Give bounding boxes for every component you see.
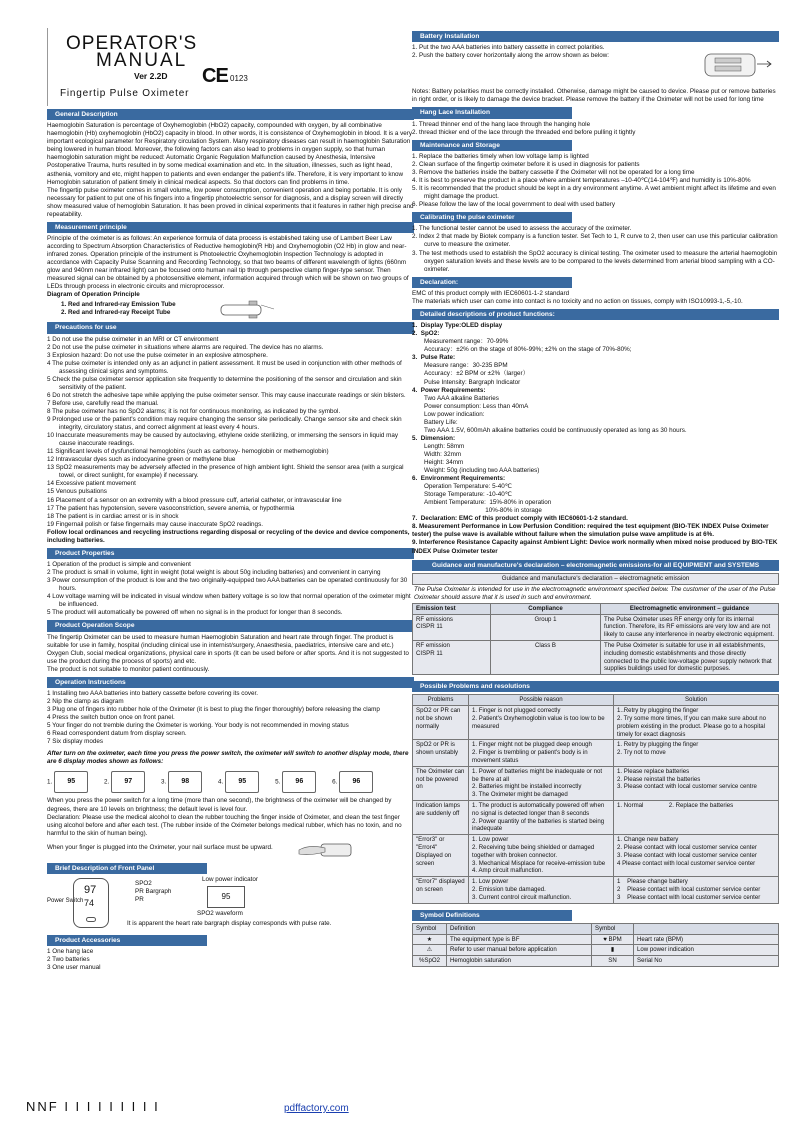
title-manual: MANUAL <box>96 50 188 71</box>
subtitle: Fingertip Pulse Oximeter <box>60 88 190 99</box>
list-item: 3 Explosion hazard: Do not use the pulse oximeter in an explosive atmosphere. <box>47 351 268 359</box>
list-item: 2. Push the battery cover horizontally along the arrow shown as below: <box>412 52 610 60</box>
list-item: 5 Your finger do not tremble during the Oximeter is working. Your body is not recommended in moving status <box>47 722 349 730</box>
front-spo2-value: 97 <box>84 883 97 896</box>
emc-header: Guidance and manufacture's declaration – electromagnetic emissions-for all EQUIPMENT and SYSTEMS <box>412 560 779 571</box>
functions-list <box>412 322 779 555</box>
diagram-item-2: 2. Red and Infrared-ray Receipt Tube <box>61 309 171 317</box>
display-mode-screen <box>111 771 145 793</box>
list-item: 6. Please follow the law of the local government to deal with used battery <box>412 201 616 209</box>
general-body-2: The fingertip pulse oximeter comes in small volume, low power consumption, convenient operation and being portable. It is only necessary for patient to put one of his fingers into a fingertip photoelectric sensor for diagnosis, and a display screen will directly show measured value of hemoglobin Saturation. It has been proved in clinical experiments that it features in rather high precise and repeatability. <box>47 186 414 218</box>
front-panel-caption: It is apparent the heart rate bargraph display corresponds with pulse rate. <box>127 919 332 927</box>
table-header-row <box>413 923 779 934</box>
list-item: 16 Placement of a sensor on an extremity with a blood pressure cuff, arterial catheter, or intravascular line <box>47 496 342 504</box>
table-header: Possible reason <box>469 695 614 706</box>
display-mode-screen <box>282 771 316 793</box>
table-cell: RF emissions CISPR 11 <box>413 614 491 640</box>
table-cell: "Error3" or "Error4" Displayed on screen <box>413 835 469 877</box>
table-cell: Serial No <box>634 956 779 967</box>
display-modes-note: After turn on the oximeter, each time you press the power switch, the oximeter will switch to another display mode, there are 6 display modes shown as follows: <box>47 750 409 766</box>
list-item: 1. The functional tester cannot be used to assess the accuracy of the oximeter. <box>412 225 632 233</box>
table-cell: The Oximeter can not be powered on <box>413 766 469 800</box>
footer-barcode: NNF I I I I I I I I I <box>26 1099 160 1114</box>
table-row <box>413 835 779 877</box>
list-item: 12 Intravascular dyes such as indocyanine green or methylene blue <box>47 456 236 464</box>
table-row <box>413 945 779 956</box>
battery-icon: ▮ <box>592 945 634 956</box>
table-cell: Indication lamps are suddenly off <box>413 800 469 834</box>
list-item: 1. Replace the batteries timely when low voltage lamp is lighted <box>412 152 589 160</box>
right-column <box>412 28 779 1098</box>
display-mode-label: 4. <box>218 779 224 787</box>
list-item: 2 Two batteries <box>47 956 90 964</box>
battery-notes: Notes: Battery polarities must be correctly installed. Otherwise, damage might be caused to device. Please put or remove batteries in right order, or is likely to damage the device bracket. Please remove the battery if the Oximeter will not be used for long time <box>412 88 776 104</box>
function-line: Battery Life: <box>424 418 458 426</box>
table-header-row <box>413 695 779 706</box>
function-line: 8. Measurement Performance in Low Perfusion Condition: required the test equipment (BIO-TEK INDEX Pulse Oximeter tester) the pulse wave is available without failure when the simulation pulse wave amplitude is at 6%. <box>412 523 769 539</box>
nail-note-row <box>47 838 414 860</box>
spo2-label: SPO2 <box>135 879 152 887</box>
list-item: 10 Inaccurate measurements may be caused by autoclaving, ethylene oxide sterilizing, or immersing the sensors in liquid may cause inaccurate readings. <box>47 432 399 448</box>
function-line: Two AAA 1.5V, 600mAh alkaline batteries could be continuously operated as long as 30 hours. <box>424 426 687 434</box>
functions-header: Detailed descriptions of product functions: <box>412 309 779 320</box>
table-row <box>413 766 779 800</box>
precautions-header: Precautions for use <box>47 322 414 333</box>
table-cell: Group 1 <box>491 614 601 640</box>
table-cell: 1 Please change battery 2 Please contact with local customer service center 3 Please contact with local customer service center <box>614 877 779 903</box>
title-operators: OPERATOR'S <box>66 33 198 54</box>
symbols-table <box>412 923 779 967</box>
table-cell: 1. The product is automatically powered off when no signal is detected longer than 8 seconds 2. Power quantity of the batteries is started being inadequate <box>469 800 614 834</box>
front-pr-value: 74 <box>84 897 95 908</box>
list-item: 2. Index 2 that made by Biotek company is a function tester. Set Tech to 1, R curve to 2, then user can use this particular calibration curve to measure the oximeter. <box>412 233 778 249</box>
function-line: Length: 58mm <box>424 442 465 450</box>
display-mode-screen <box>168 771 202 793</box>
function-line: 2. SpO2: <box>412 330 440 338</box>
list-item: 4. It is best to preserve the product in a place where ambient temperatures –10-40℃(14-104℉) and humidity is 10%-80% <box>412 176 751 184</box>
table-cell: Heart rate (BPM) <box>634 934 779 945</box>
list-item: 4 The pulse oximeter is intended only as an adjunct in patient assessment. It must be used in conjunction with other methods of assessing clinical signs and symptoms. <box>47 359 402 375</box>
display-mode-value: 95 <box>67 778 76 786</box>
properties-header: Product Properties <box>47 548 414 559</box>
function-line: 10%-80% in storage <box>424 507 542 515</box>
function-line: Width: 32mm <box>424 450 462 458</box>
list-item: 2. Clean surface of the fingertip oximeter before it is used in diagnosis for patients <box>412 160 640 168</box>
function-line: 6. Environment Requirements: <box>412 475 506 483</box>
list-item: 15 Venous pulsations <box>47 488 107 496</box>
maintenance-list <box>412 153 779 209</box>
list-item: 3 Plug one of fingers into rubber hole of the Oximeter (it is best to plug the finger thoroughly) before releasing the clamp <box>47 706 380 714</box>
function-line: Height: 34mm <box>424 459 464 466</box>
list-item: 2 The product is small in volume, light in weight (total weight is about 50g including batteries) and convenient in carrying <box>47 569 381 577</box>
list-item: 14 Excessive patient movement <box>47 480 136 488</box>
list-item: 7 Six display modes <box>47 738 103 746</box>
brightness-body: When you press the power switch for a long time (more than one second), the brightness of the oximeter will be changed by degrees, there are 10 levels on brightness; the default level is level four. <box>47 797 392 813</box>
diagram-title: Diagram of Operation Principle <box>47 291 140 299</box>
instructions-header: Operation Instructions <box>47 677 414 688</box>
table-header: Emission test <box>413 603 491 614</box>
display-mode-label: 2. <box>104 779 110 787</box>
table-cell: "Error7" displayed on screen <box>413 877 469 903</box>
table-header: Symbol <box>413 923 447 934</box>
table-row <box>413 800 779 834</box>
list-item: 5. It is recommended that the product should be kept in a dry environment anytime. A wet ambient might affect its lifetime and even might damage the product. <box>412 185 776 201</box>
serial-symbol: SN <box>592 956 634 967</box>
emc-caption: Guidance and manufacture's declaration – electromagnetic emission <box>412 573 779 585</box>
bf-symbol-icon: ★ <box>413 934 447 945</box>
battery-section <box>412 44 779 88</box>
diagram-item-1: 1. Red and Infrared-ray Emission Tube <box>61 301 176 309</box>
accessories-header: Product Accessories <box>47 935 207 946</box>
list-item: 13 SpO2 measurements may be adversely affected in the presence of high ambient light. Shield the sensor area (with a surgical towel, or direct sunlight, for example) if necessary. <box>47 464 404 480</box>
list-item: 3 One user manual <box>47 964 101 972</box>
declaration-line-2: The materials which user can come into contact is no toxicity and no action on tissues, comply with ISO10993-1,-5,-10. <box>412 297 743 305</box>
scope-header: Product Operation Scope <box>47 620 414 631</box>
problems-header: Possible Problems and resolutions <box>412 681 779 692</box>
power-switch-label: Power Switch <box>47 897 84 904</box>
function-line: Weight: 50g (including two AAA batteries) <box>424 467 540 475</box>
list-item: 1 Operation of the product is simple and convenient <box>47 561 191 569</box>
table-cell: Class B <box>491 641 601 675</box>
display-mode-value: 96 <box>352 778 361 786</box>
emc-intro: The Pulse Oximeter is intended for use in the electromagnetic environment specified below. The customer of the user of the Pulse Oximeter should assure that it is used in such and environment. <box>414 585 776 601</box>
display-mode-screen <box>225 771 259 793</box>
list-item: 18 The patient is in cardiac arrest or is in shock <box>47 512 179 520</box>
table-header <box>634 923 779 934</box>
table-cell: Refer to user manual before application <box>447 945 592 956</box>
nail-note: When your finger is plugged into the Oximeter, your nail surface must be upward. <box>47 843 273 851</box>
emc-table <box>412 603 779 675</box>
function-line: Accuracy：±2% on the stage of 80%-99%; ±2% on the stage of 70%-80%; <box>424 346 632 354</box>
table-row <box>413 934 779 945</box>
list-item: 1 One hang lace <box>47 948 94 956</box>
left-column <box>47 28 414 1098</box>
display-mode-screen <box>339 771 373 793</box>
front-panel-diagram <box>47 876 414 932</box>
table-cell: The Pulse Oximeter is suitable for use in all establishments, including domestic establishments and those directly connected to the public low-voltage power supply network that supplies buildings used for domestic purposes. <box>601 641 779 675</box>
hang-lace-header: Hang Lace Installation <box>412 107 572 118</box>
function-line: 7. Declaration: EMC of this product comply with IEC60601-1-2 standard. <box>412 515 628 523</box>
list-item: 5 The product will automatically be powered off when no signal is in the product for longer than 8 seconds. <box>47 609 343 617</box>
waveform-label: SPO2 waveform <box>197 909 243 917</box>
declaration-body: Declaration: Please use the medical alcohol to clean the rubber touching the finger inside of Oximeter, and clean the test finger using alcohol before and after each test. (The rubber inside of the Oximeter belongs medical rubber, which has no toxin, and no harmful to the skin of human being). <box>47 813 402 837</box>
ce-number: 0123 <box>230 74 248 83</box>
table-header: Solution <box>614 695 779 706</box>
general-body: Haemoglobin Saturation is percentage of Oxyhemoglobin (HbO2) capacity, compounded with oxygen, by all combinative haemoglobin (Hb) oxyhemoglobin (HbO2) capacity in blood. In other words, it is consistence of Oxyhemoglobin in blood. It is a very important ecological parameter for Respiratory circulation System. Many respiratory diseases can result in haemoglobin Saturation being lowered in human blood. Moreover, the following factors can also lead to problems in oxygen supply, so that human haemoglobin saturation might be reduced: Automatic Organic Regulation Malfunction caused by Anesthesia, Intensive Postoperative Trauma, hurts resulted in by some medical examination and etc. In the situation, illnesses, such as light head, asthenia, vomitory and etc, might happen to patients and even endanger the patient's life. Therefore, it is very important to know Hemoglobin saturation of patient timely in clinical medical aspects. So that doctors can find problems in time. <box>47 122 413 186</box>
table-cell: 1. Normal 2. Replace the batteries <box>614 800 779 834</box>
function-line: Pulse Intensity: Bargraph Indicator <box>424 378 521 386</box>
declaration-line-1: EMC of this product comply with IEC60601-1-2 standard <box>412 289 570 297</box>
function-line: Power consumption: Less than 40mA <box>424 402 529 410</box>
table-row <box>413 740 779 766</box>
declaration-header: Declaration: <box>412 277 572 288</box>
problems-table <box>412 694 779 903</box>
accessories-list <box>47 948 414 972</box>
scope-body: The fingertip Oximeter can be used to measure human Haemoglobin Saturation and heart rate through finger. The product is suitable for use in family, hospital (including clinical use in internist/surgery, Anaesthesia, paediatrics, intensive care and etc.) Oxygen Club, social medical organizations, physical care in sports (It can be used before or after sports. And it is not suggested to use the product during the process of sports) and etc. <box>47 633 409 665</box>
table-row <box>413 614 779 640</box>
finger-sensor-icon <box>219 299 279 319</box>
list-item: 3 Power consumption of the product is low and the two originally-equipped two AAA batteries can be operated continuously for 30 hours. <box>47 577 408 593</box>
display-mode-value: 95 <box>238 778 247 786</box>
table-cell: SpO2 or PR can not be shown normally <box>413 706 469 740</box>
list-item: 2 Do not use the pulse oximeter in situations where alarms are required. The device has no alarms. <box>47 343 324 351</box>
oximeter-front <box>73 878 109 928</box>
finger-insertion-icon <box>297 838 367 860</box>
precautions-note: Follow local ordinances and recycling instructions regarding disposal or recycling of the device and device components, including batteries. <box>47 528 410 544</box>
list-item: 7 Before use, carefully read the manual. <box>47 399 159 407</box>
properties-list <box>47 561 414 617</box>
table-row <box>413 956 779 967</box>
function-line: 4. Power Requirements: <box>412 386 486 394</box>
function-line: Operation Temperature: 5-40℃ <box>424 483 512 491</box>
list-item: 4 Press the switch button once on front panel. <box>47 714 175 722</box>
precautions-list <box>47 336 414 529</box>
function-line: Two AAA alkaline Batteries <box>424 394 499 402</box>
table-cell: Hemoglobin saturation <box>447 956 592 967</box>
scope-body-2: The product is not suitable to monitor patient continuously. <box>47 665 210 673</box>
warning-icon: ⚠ <box>413 945 447 956</box>
table-cell: 1. Retry by plugging the finger 2. Try not to move <box>614 740 779 766</box>
table-cell: 1. Low power 2. Emission tube damaged. 3. Current control circuit malfunction. <box>469 877 614 903</box>
ce-mark: CE <box>202 65 228 87</box>
heart-rate-icon: ♥ BPM <box>592 934 634 945</box>
diagram <box>47 299 414 319</box>
function-line: Storage Temperature: -10-40℃ <box>424 491 512 499</box>
low-power-label: Low power indicator <box>202 875 259 883</box>
display-mode-label: 5. <box>275 779 281 787</box>
table-cell: SpO2 or PR is shown unstably <box>413 740 469 766</box>
table-row <box>413 877 779 903</box>
version: Ver 2.2D <box>134 71 168 81</box>
table-header: Electromagnetic environment – guidance <box>601 603 779 614</box>
front-panel-header: Brief Description of Front Panel <box>47 863 207 874</box>
function-line: 1. Display Type:OLED display <box>412 322 503 330</box>
list-item: 1. Put the two AAA batteries into battery cassette in correct polarities. <box>412 44 605 52</box>
list-item: 8 The pulse oximeter has no SpO2 alarms; it is not for continuous monitoring, as indicated by the symbol. <box>47 408 341 416</box>
list-item: 9 Prolonged use or the patient's condition may require changing the sensor site periodically. Change sensor site and check skin integrity, circulatory status, and correct alignment at least every 4 hours. <box>47 416 402 432</box>
table-header-row <box>413 603 779 614</box>
function-line: 5. Dimension: <box>412 434 456 442</box>
table-cell: 1. Please replace batteries 2. Please reinstall the batteries 3. Please contact with local customer service centre <box>614 766 779 800</box>
maintenance-header: Maintenance and Storage <box>412 140 572 151</box>
table-cell: 1. Finger might not be plugged deep enough 2. Finger is trembling or patient's body is in movement status <box>469 740 614 766</box>
pdffactory-link[interactable]: pdffactory.com <box>284 1103 349 1114</box>
pr-label: PR <box>135 895 144 903</box>
calibrating-header: Calibrating the pulse oximeter <box>412 212 572 223</box>
table-row <box>413 706 779 740</box>
table-cell: 1. Power of batteries might be inadequate or not be there at all 2. Batteries might be installed incorrectly 3. The Oximeter might be damaged <box>469 766 614 800</box>
display-modes <box>47 771 414 793</box>
symbols-header: Symbol Definitions <box>412 910 572 921</box>
battery-list <box>412 44 687 60</box>
list-item: 1 Installing two AAA batteries into battery cassette before covering its cover. <box>47 690 259 698</box>
display-mode-value: 96 <box>295 778 304 786</box>
display-mode-value: 97 <box>124 778 133 786</box>
list-item: 17 The patient has hypotension, severe vasoconstriction, severe anemia, or hypothermia <box>47 504 295 512</box>
function-line: Accuracy：±2 BPM or ±2%（larger） <box>424 370 529 378</box>
list-item: 5 Check the pulse oximeter sensor application site frequently to determine the positioning of the sensor and circulation and skin sensitivity of the patient. <box>47 375 402 391</box>
table-header: Problems <box>413 695 469 706</box>
table-cell: The Pulse Oximeter uses RF energy only for its internal function. Therefore, its RF emissions are very low and are not likely to cause any interference in nearby electronic equipment. <box>601 614 779 640</box>
measurement-header: Measurement principle <box>47 222 414 233</box>
display-mode-screen <box>54 771 88 793</box>
table-header: Symbol <box>592 923 634 934</box>
display-mode-value: 98 <box>181 778 190 786</box>
waveform-display <box>207 886 245 908</box>
function-line: Low power indication: <box>424 410 485 418</box>
table-header: Definition <box>447 923 592 934</box>
list-item: 3. The test methods used to establish the SpO2 accuracy is clinical testing. The oximeter used to measure the arterial haemoglobin oxygen saturation levels and these levels are to be compared to the levels determined from arterial blood sampling with a CO-oximeter. <box>412 249 778 273</box>
table-cell: 1. Low power 2. Receiving tube being shielded or damaged together with broken connector. 3. Mechanical Misplace for receive-emission tube 4. Amp circuit malfunction. <box>469 835 614 877</box>
function-line: Measurement range：70-99% <box>424 338 509 346</box>
display-mode-label: 1. <box>47 779 53 787</box>
display-mode-label: 6. <box>332 779 338 787</box>
list-item: 1 Do not use the pulse oximeter in an MRI or CT environment <box>47 335 219 343</box>
list-item: 3. Remove the batteries inside the battery cassette if the Oximeter will not be operated for a long time <box>412 168 695 176</box>
calibrating-list <box>412 225 779 273</box>
table-row <box>413 641 779 675</box>
function-line: Ambient Temperature: 15%-80% in operation <box>424 499 552 507</box>
table-header: Compliance <box>491 603 601 614</box>
waveform-display-value: 95 <box>221 891 231 901</box>
display-mode-label: 3. <box>161 779 167 787</box>
function-line: 9. Interference Resistance Capacity against Ambient Light: Device work normally when mixed noise produced by BIO-TEK INDEX Pulse Oximeter tester <box>412 539 778 555</box>
pr-bargraph-label: PR Bargraph <box>135 887 172 895</box>
spo2-symbol: %SpO2 <box>413 956 447 967</box>
table-cell: 1. Change new battery 2. Please contact with local customer service center 3. Please contact with local customer service center 4 Please contact with local customer service center <box>614 835 779 877</box>
measurement-body: Principle of the oximeter is as follows: An experience formula of data process is established taking use of Lambert Beer Law according to Spectrum Absorption Characteristics of Reductive hemoglobin(R Hb) and Oxyhemoglobin (O2 Hb) in glow and near-infrared zones. Operation principle of the instrument is Photoelectric Oxyhemoglobin Inspection Technology is adopted in accordance with Capacity Pulse Scanning and Recording Technology, so that two beams of different wavelength of lights (660nm glow and 940nm near infrared light) can be focused onto human nail tip through perspective clamp finger-type sensor. Then measured signal can be obtained by a photosensitive element, information acquired through which will be shown on two groups of LEDs through process in electronic circuits and microprocessor. <box>47 235 409 291</box>
table-cell: 1..Retry by plugging the finger 2. Try some more times, If you can make sure about no problem existing in the product. Please go to a hospital timely for exact diagnosis <box>614 706 779 740</box>
table-cell: 1. Finger is not plugged correctly 2. Patient's Oxyhemoglobin value is too low to be measured <box>469 706 614 740</box>
table-cell: The equipment type is BF <box>447 934 592 945</box>
list-item: 19 Fingernail polish or false fingernails may cause inaccurate SpO2 readings. <box>47 520 263 528</box>
table-cell: Low power indication <box>634 945 779 956</box>
list-item: 11 Significant levels of dysfunctional hemoglobins (such as carbonxy- hemoglobin or methemoglobin) <box>47 448 329 456</box>
hang-lace-list <box>412 121 779 137</box>
list-item: 6 Read correspondent datum from display screen. <box>47 730 187 738</box>
list-item: 4 Low voltage warning will be indicated in visual window when battery voltage is so low that normal operation of the oximeter might be influenced. <box>47 593 411 609</box>
function-line: Measure range：30-235 BPM <box>424 362 508 370</box>
list-item: 6 Do not stretch the adhesive tape while applying the pulse oximeter sensor. This may cause inaccurate readings or skin blisters. <box>47 391 406 399</box>
battery-header: Battery Installation <box>412 31 779 42</box>
list-item: 2 Nip the clamp as diagram <box>47 698 124 706</box>
battery-cassette-icon <box>697 44 777 88</box>
list-item: 2. thread thicker end of the lace through the threaded end before pulling it tightly <box>412 128 636 136</box>
table-cell: RF emission CISPR 11 <box>413 641 491 675</box>
general-header: General Description <box>47 109 414 120</box>
power-button[interactable] <box>86 917 96 922</box>
list-item: 1. Thread thinner end of the hang lace through the hanging hole <box>412 120 591 128</box>
header <box>47 28 414 106</box>
function-line: 3. Pulse Rate: <box>412 354 456 362</box>
instructions-list <box>47 690 414 746</box>
